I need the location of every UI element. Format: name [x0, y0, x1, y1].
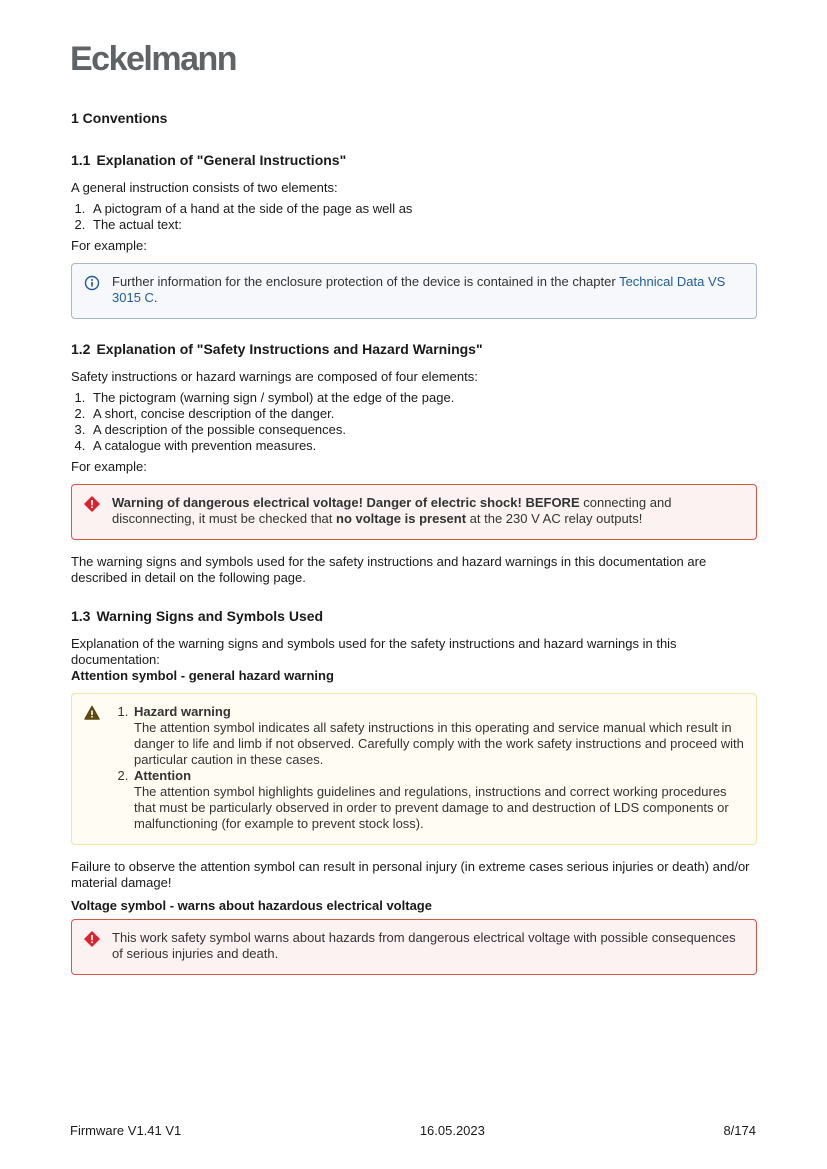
- list-item: 1. The pictogram (warning sign / symbol) at the edge of the page.: [89, 390, 757, 406]
- technical-data-link[interactable]: Technical Data VS 3015 C: [112, 274, 726, 305]
- example-label: For example:: [71, 238, 147, 253]
- section-intro: Safety instructions or hazard warnings are composed of four elements:: [71, 369, 478, 384]
- info-box: Further information for the enclosure protection of the device is contained in the chapter Technical Data VS 3015 C.: [71, 263, 757, 319]
- list-item: 2. Attention The attention symbol highlights guidelines and regulations, instructions and correct working procedures that must be particularly observed in order to prevent damage to and destruction of LDS components or malfunctioning (for example to prevent stock loss).: [132, 768, 744, 832]
- page-content: [71, 110, 757, 997]
- warning-triangle-icon: [84, 705, 100, 721]
- danger-box: Warning of dangerous electrical voltage! Danger of electric shock! BEFORE connecting and disconnecting, it must be checked that no voltage is present at the 230 V AC relay outputs!: [71, 484, 757, 540]
- list-item: 1. Hazard warning The attention symbol indicates all safety instructions in this operating and service manual which result in danger to life and limb if not observed. Carefully comply with the work safety instructions and proceed with particular caution in these cases.: [132, 704, 744, 768]
- section-1-3: [71, 608, 757, 975]
- voltage-box: This work safety symbol warns about hazards from dangerous electrical voltage with possible consequences of serious injuries and death.: [71, 919, 757, 975]
- list-item: 4. A catalogue with prevention measures.: [89, 438, 757, 454]
- element-list: [71, 390, 757, 454]
- section-heading: 1.3 Warning Signs and Symbols Used: [71, 608, 324, 624]
- voltage-heading: Voltage symbol - warns about hazardous electrical voltage: [71, 898, 432, 913]
- document-date: 16.05.2023: [419, 1123, 485, 1138]
- page-footer: [70, 1123, 756, 1138]
- section-outro: The warning signs and symbols used for the safety instructions and hazard warnings in this documentation are described in detail on the following page.: [71, 554, 707, 585]
- company-logo: Eckelmann: [70, 40, 237, 78]
- attention-heading: Attention symbol - general hazard warning: [71, 668, 334, 683]
- list-item: 3. A description of the possible consequences.: [89, 422, 757, 438]
- exclamation-diamond-icon: [84, 931, 100, 947]
- section-intro: Explanation of the warning signs and symbols used for the safety instructions and hazard warnings in this documentation:: [71, 636, 677, 667]
- example-label: For example:: [71, 459, 147, 474]
- warning-list: [112, 704, 744, 832]
- section-heading: 1.2 Explanation of "Safety Instructions and Hazard Warnings": [71, 341, 483, 357]
- section-1-1: [71, 152, 757, 319]
- chapter-title: 1 Conventions: [71, 110, 168, 126]
- section-1-2: [71, 341, 757, 586]
- exclamation-diamond-icon: [84, 496, 100, 512]
- section-intro: A general instruction consists of two elements:: [71, 180, 338, 195]
- info-circle-icon: [84, 275, 100, 291]
- section-heading: 1.1 Explanation of "General Instructions": [71, 152, 347, 168]
- firmware-version: Firmware V1.41 V1: [70, 1123, 182, 1138]
- failure-text: Failure to observe the attention symbol can result in personal injury (in extreme cases serious injuries or death) and/or material damage!: [71, 859, 750, 890]
- page-number: 8/174: [723, 1123, 756, 1138]
- warning-box: [71, 693, 757, 845]
- list-item: 1. A pictogram of a hand at the side of the page as well as: [89, 201, 757, 217]
- element-list: [71, 201, 757, 233]
- list-item: 2. A short, concise description of the danger.: [89, 406, 757, 422]
- list-item: 2. The actual text:: [89, 217, 757, 233]
